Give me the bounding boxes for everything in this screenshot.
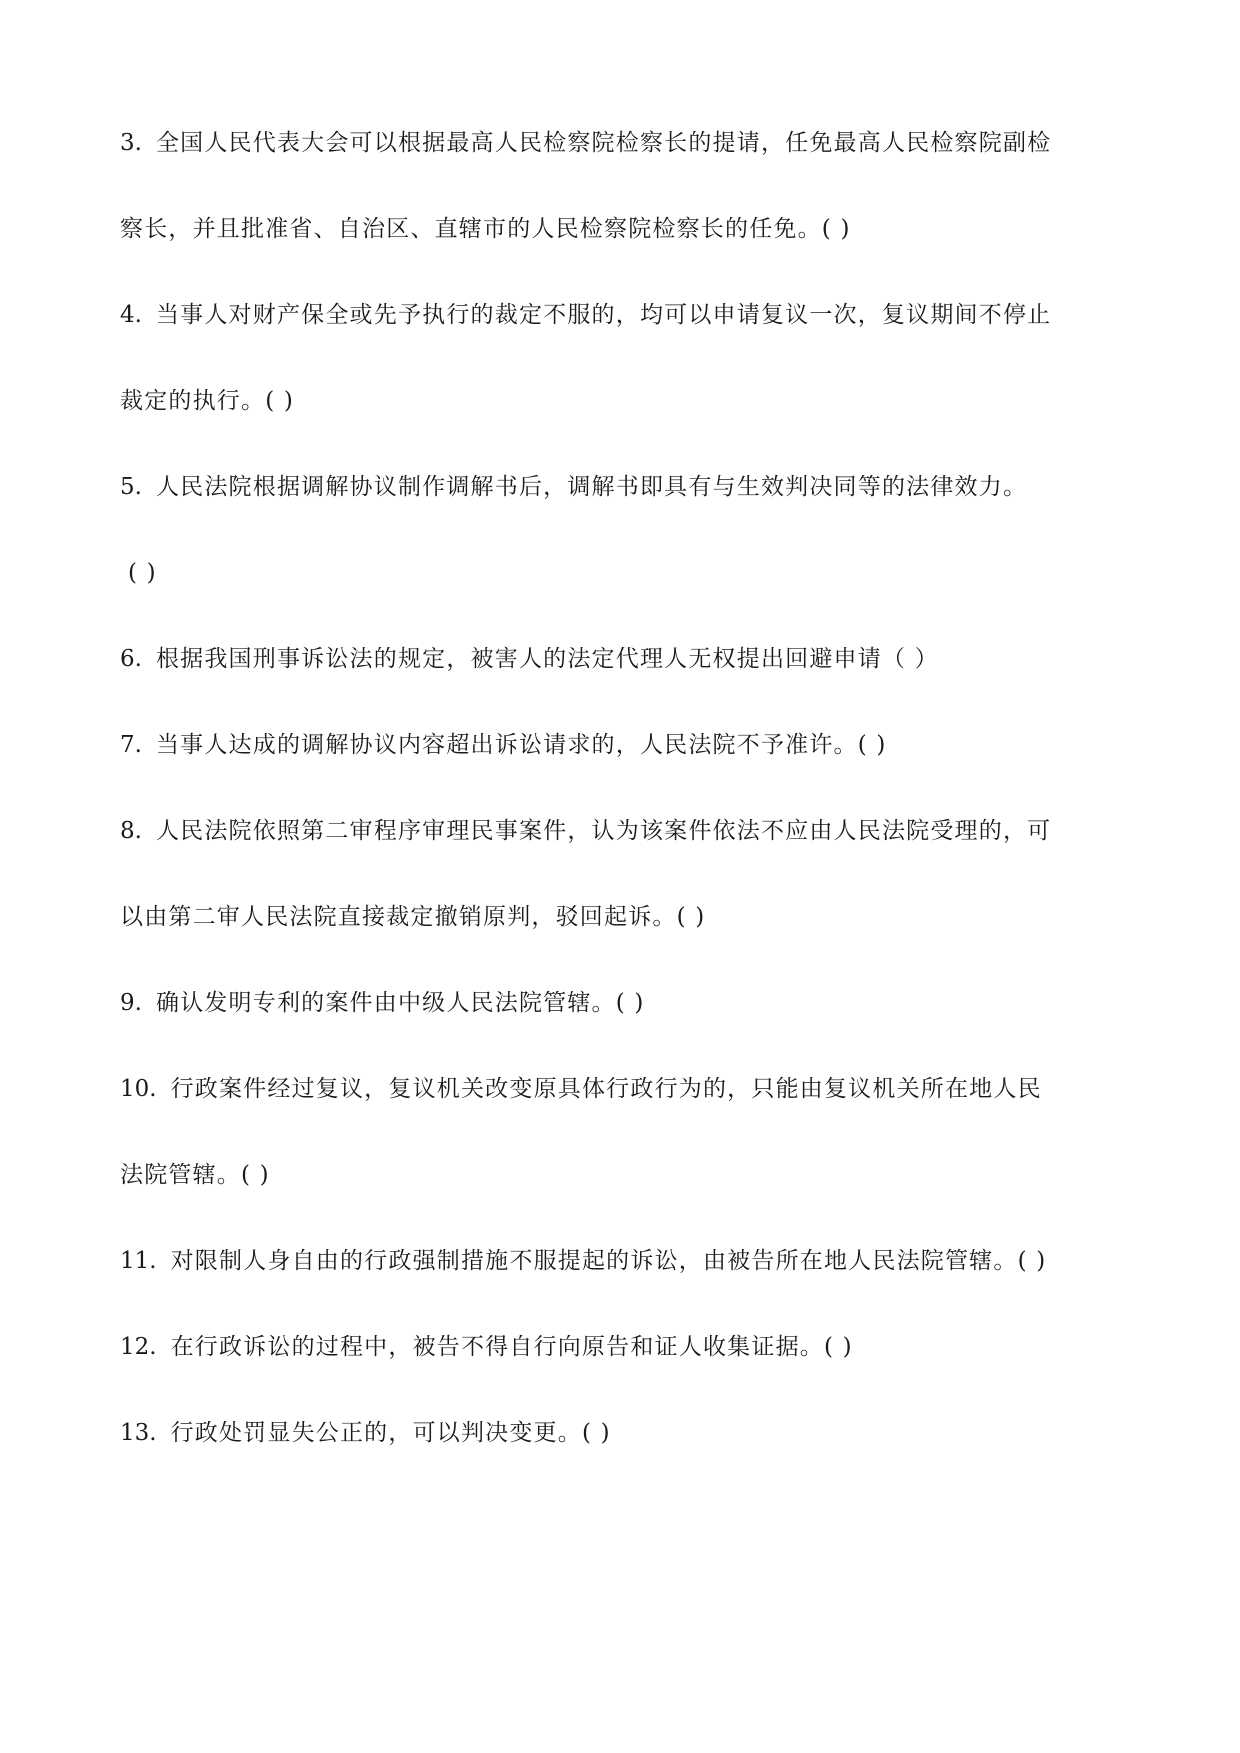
question-5-line-1 [120,472,1130,502]
question-4-number: 4. [120,302,142,328]
question-6-text: 根据我国刑事诉讼法的规定，被害人的法定代理人无权提出回避申请（ ） [155,646,939,672]
question-13-line-1 [120,1418,1130,1448]
question-3-text-cont: 察长，并且批准省、自治区、直辖市的人民检察院检察长的任免。( ) [120,216,851,242]
question-11-line-1 [120,1246,1130,1276]
question-6-line-1 [120,644,1130,674]
question-11-number: 11. [120,1248,157,1274]
question-5-text: 人民法院根据调解协议制作调解书后，调解书即具有与生效判决同等的法律效力。 [155,474,1028,500]
question-12-text: 在行政诉讼的过程中，被告不得自行向原告和证人收集证据。( ) [170,1334,853,1360]
question-5-number: 5. [120,474,142,500]
question-3-line-2 [120,214,1130,244]
question-3-line-1 [120,128,1130,158]
question-4-text-cont: 裁定的执行。( ) [120,388,295,414]
question-10-number: 10. [120,1076,157,1102]
question-10-line-2 [120,1160,1130,1190]
question-4-text: 当事人对财产保全或先予执行的裁定不服的，均可以申请复议一次，复议期间不停止 [155,302,1052,328]
question-11-text: 对限制人身自由的行政强制措施不服提起的诉讼，由被告所在地人民法院管辖。( ) [170,1248,1047,1274]
question-7-text: 当事人达成的调解协议内容超出诉讼请求的，人民法院不予准许。( ) [155,732,887,758]
question-7-line-1 [120,730,1130,760]
question-4-line-2 [120,386,1130,416]
question-8-line-2 [120,902,1130,932]
question-10-text-cont: 法院管辖。( ) [120,1162,270,1188]
question-8-line-1 [120,816,1130,846]
question-9-text: 确认发明专利的案件由中级人民法院管辖。( ) [155,990,645,1016]
question-13-text: 行政处罚显失公正的，可以判决变更。( ) [170,1420,611,1446]
question-8-number: 8. [120,818,142,844]
question-10-text: 行政案件经过复议，复议机关改变原具体行政行为的，只能由复议机关所在地人民 [170,1076,1042,1102]
question-6-number: 6. [120,646,142,672]
question-3-text: 全国人民代表大会可以根据最高人民检察院检察长的提请，任免最高人民检察院副检 [155,130,1052,156]
question-9-number: 9. [120,990,142,1016]
question-7-number: 7. [120,732,142,758]
question-13-number: 13. [120,1420,157,1446]
question-10-line-1 [120,1074,1130,1104]
question-3-number: 3. [120,130,142,156]
question-4-line-1 [120,300,1130,330]
question-8-text: 人民法院依照第二审程序审理民事案件，认为该案件依法不应由人民法院受理的，可 [155,818,1052,844]
question-5-line-2 [128,558,1138,588]
question-8-text-cont: 以由第二审人民法院直接裁定撤销原判，驳回起诉。( ) [120,904,706,930]
question-9-line-1 [120,988,1130,1018]
question-12-number: 12. [120,1334,157,1360]
question-5-text-cont: ( ) [128,560,157,586]
question-12-line-1 [120,1332,1130,1362]
